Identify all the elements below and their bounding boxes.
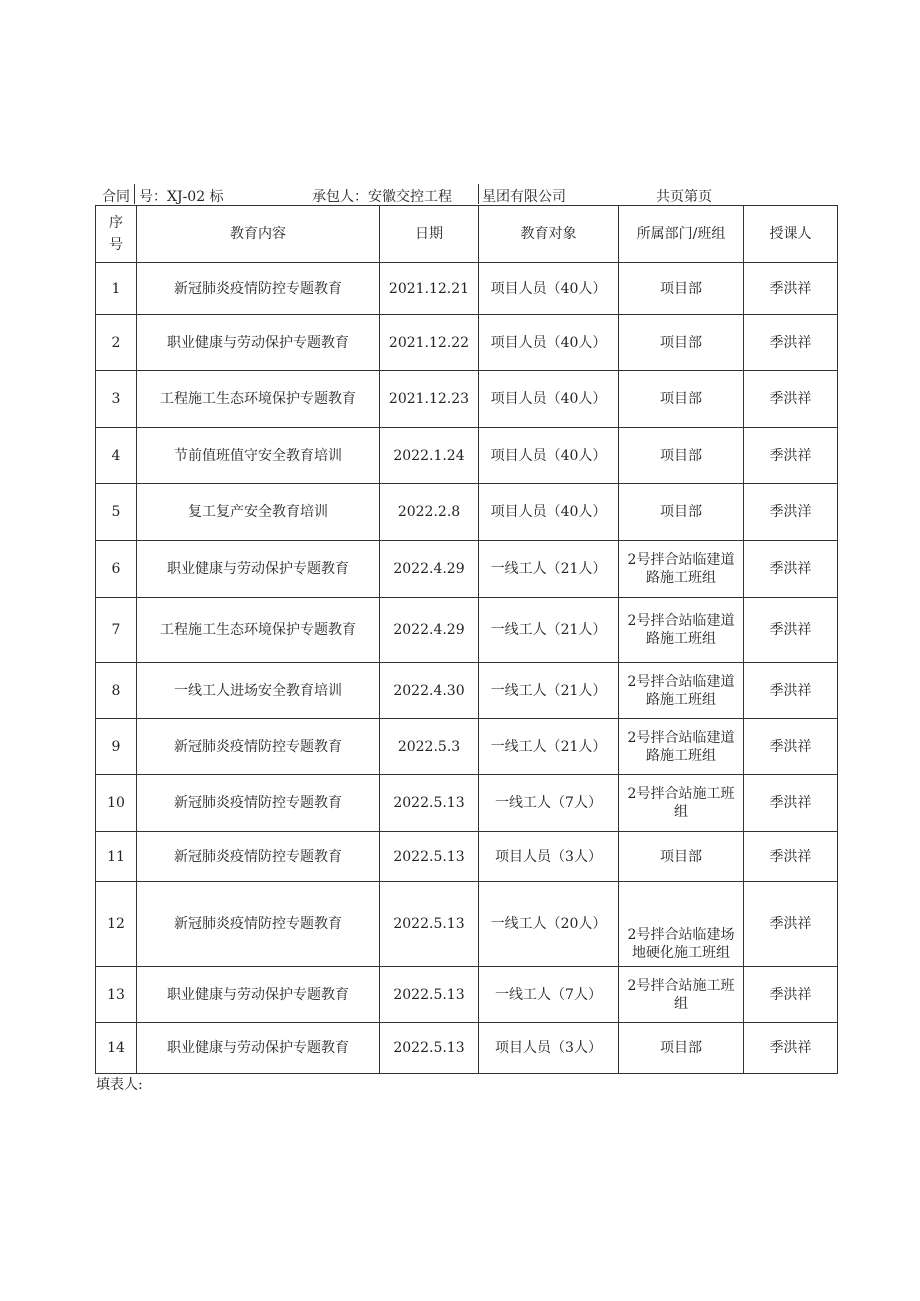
education-target: 一线工人（21人） — [479, 663, 619, 719]
header-divider — [134, 184, 135, 204]
department: 项目部 — [619, 371, 744, 428]
column-header-target: 教育对象 — [479, 206, 619, 263]
lecturer: 季洪祥 — [744, 882, 838, 967]
education-target: 一线工人（21人） — [479, 719, 619, 775]
department: 2号拌合站施工班组 — [619, 775, 744, 832]
row-number: 5 — [96, 484, 137, 541]
department: 2号拌合站临建道路施工班组 — [619, 541, 744, 598]
education-date: 2021.12.22 — [380, 315, 479, 371]
department: 2号拌合站临建道路施工班组 — [619, 719, 744, 775]
education-content: 工程施工生态环境保护专题教育 — [137, 371, 380, 428]
contract-number: 号：XJ-02 标 — [139, 189, 224, 205]
row-number: 9 — [96, 719, 137, 775]
contractor-name: 承包人：安徽交控工程 — [312, 189, 452, 205]
education-date: 2022.5.3 — [380, 719, 479, 775]
lecturer: 季洪祥 — [744, 719, 838, 775]
column-header-date: 日期 — [380, 206, 479, 263]
lecturer: 季洪祥 — [744, 263, 838, 315]
education-target: 一线工人（7人） — [479, 967, 619, 1023]
education-target: 项目人员（40人） — [479, 484, 619, 541]
education-date: 2022.5.13 — [380, 967, 479, 1023]
row-number: 4 — [96, 428, 137, 484]
education-target: 项目人员（40人） — [479, 263, 619, 315]
lecturer: 季洪祥 — [744, 967, 838, 1023]
education-content: 节前值班值守安全教育培训 — [137, 428, 380, 484]
row-number: 14 — [96, 1023, 137, 1074]
lecturer: 季洪祥 — [744, 371, 838, 428]
row-number: 8 — [96, 663, 137, 719]
table-row — [96, 663, 838, 719]
column-header-dept: 所属部门/班组 — [619, 206, 744, 263]
education-target: 项目人员（3人） — [479, 1023, 619, 1074]
education-content: 职业健康与劳动保护专题教育 — [137, 967, 380, 1023]
education-content: 新冠肺炎疫情防控专题教育 — [137, 882, 380, 967]
row-number: 12 — [96, 882, 137, 967]
document-header — [96, 184, 837, 206]
table-row — [96, 371, 838, 428]
education-date: 2022.5.13 — [380, 832, 479, 882]
lecturer: 季洪祥 — [744, 598, 838, 663]
education-date: 2022.2.8 — [380, 484, 479, 541]
filled-by-label: 填表人: — [96, 1077, 143, 1093]
lecturer: 季洪祥 — [744, 663, 838, 719]
education-content: 新冠肺炎疫情防控专题教育 — [137, 263, 380, 315]
table-row — [96, 882, 838, 967]
row-number: 6 — [96, 541, 137, 598]
education-date: 2022.4.29 — [380, 598, 479, 663]
table-row — [96, 1023, 838, 1074]
table-row — [96, 775, 838, 832]
department: 项目部 — [619, 315, 744, 371]
row-number: 13 — [96, 967, 137, 1023]
department: 2号拌合站临建道路施工班组 — [619, 598, 744, 663]
contract-prefix: 合同 — [102, 189, 130, 205]
education-date: 2022.5.13 — [380, 775, 479, 832]
table-row — [96, 832, 838, 882]
education-target: 项目人员（40人） — [479, 371, 619, 428]
education-date: 2022.1.24 — [380, 428, 479, 484]
education-date: 2021.12.23 — [380, 371, 479, 428]
lecturer: 季洪祥 — [744, 428, 838, 484]
department: 项目部 — [619, 428, 744, 484]
department: 2号拌合站施工班组 — [619, 967, 744, 1023]
row-number: 1 — [96, 263, 137, 315]
education-target: 项目人员（40人） — [479, 428, 619, 484]
education-content: 职业健康与劳动保护专题教育 — [137, 315, 380, 371]
education-records-table — [95, 205, 838, 1074]
header-divider — [478, 184, 479, 204]
education-content: 新冠肺炎疫情防控专题教育 — [137, 832, 380, 882]
department: 项目部 — [619, 484, 744, 541]
column-header-content: 教育内容 — [137, 206, 380, 263]
education-content: 一线工人进场安全教育培训 — [137, 663, 380, 719]
education-target: 项目人员（40人） — [479, 315, 619, 371]
lecturer: 季洪祥 — [744, 832, 838, 882]
education-target: 一线工人（20人） — [479, 882, 619, 967]
education-date: 2022.5.13 — [380, 1023, 479, 1074]
row-number: 7 — [96, 598, 137, 663]
table-row — [96, 484, 838, 541]
table-row — [96, 315, 838, 371]
table-row — [96, 541, 838, 598]
education-target: 一线工人（7人） — [479, 775, 619, 832]
education-date: 2022.5.13 — [380, 882, 479, 967]
row-number: 11 — [96, 832, 137, 882]
page-count: 共页第页 — [656, 189, 712, 205]
education-content: 工程施工生态环境保护专题教育 — [137, 598, 380, 663]
education-date: 2021.12.21 — [380, 263, 479, 315]
education-target: 一线工人（21人） — [479, 541, 619, 598]
department: 项目部 — [619, 1023, 744, 1074]
department: 项目部 — [619, 832, 744, 882]
education-date: 2022.4.29 — [380, 541, 479, 598]
lecturer: 季洪祥 — [744, 1023, 838, 1074]
table-row — [96, 719, 838, 775]
education-content: 复工复产安全教育培训 — [137, 484, 380, 541]
lecturer: 季洪洋 — [744, 484, 838, 541]
row-number: 2 — [96, 315, 137, 371]
table-row — [96, 967, 838, 1023]
table-row — [96, 263, 838, 315]
column-header-lecturer: 授课人 — [744, 206, 838, 263]
education-target: 项目人员（3人） — [479, 832, 619, 882]
table-row — [96, 598, 838, 663]
education-target: 一线工人（21人） — [479, 598, 619, 663]
lecturer: 季洪祥 — [744, 541, 838, 598]
education-content: 职业健康与劳动保护专题教育 — [137, 1023, 380, 1074]
department: 2号拌合站临建场地硬化施工班组 — [619, 882, 744, 967]
row-number: 10 — [96, 775, 137, 832]
department: 2号拌合站临建道路施工班组 — [619, 663, 744, 719]
row-number: 3 — [96, 371, 137, 428]
lecturer: 季洪祥 — [744, 775, 838, 832]
contractor-name-suffix: 星团有限公司 — [482, 189, 566, 205]
lecturer: 季洪祥 — [744, 315, 838, 371]
education-content: 新冠肺炎疫情防控专题教育 — [137, 775, 380, 832]
table-header-row — [96, 206, 838, 263]
column-header-no: 序号 — [96, 206, 137, 263]
department: 项目部 — [619, 263, 744, 315]
education-content: 职业健康与劳动保护专题教育 — [137, 541, 380, 598]
education-date: 2022.4.30 — [380, 663, 479, 719]
table-row — [96, 428, 838, 484]
education-content: 新冠肺炎疫情防控专题教育 — [137, 719, 380, 775]
